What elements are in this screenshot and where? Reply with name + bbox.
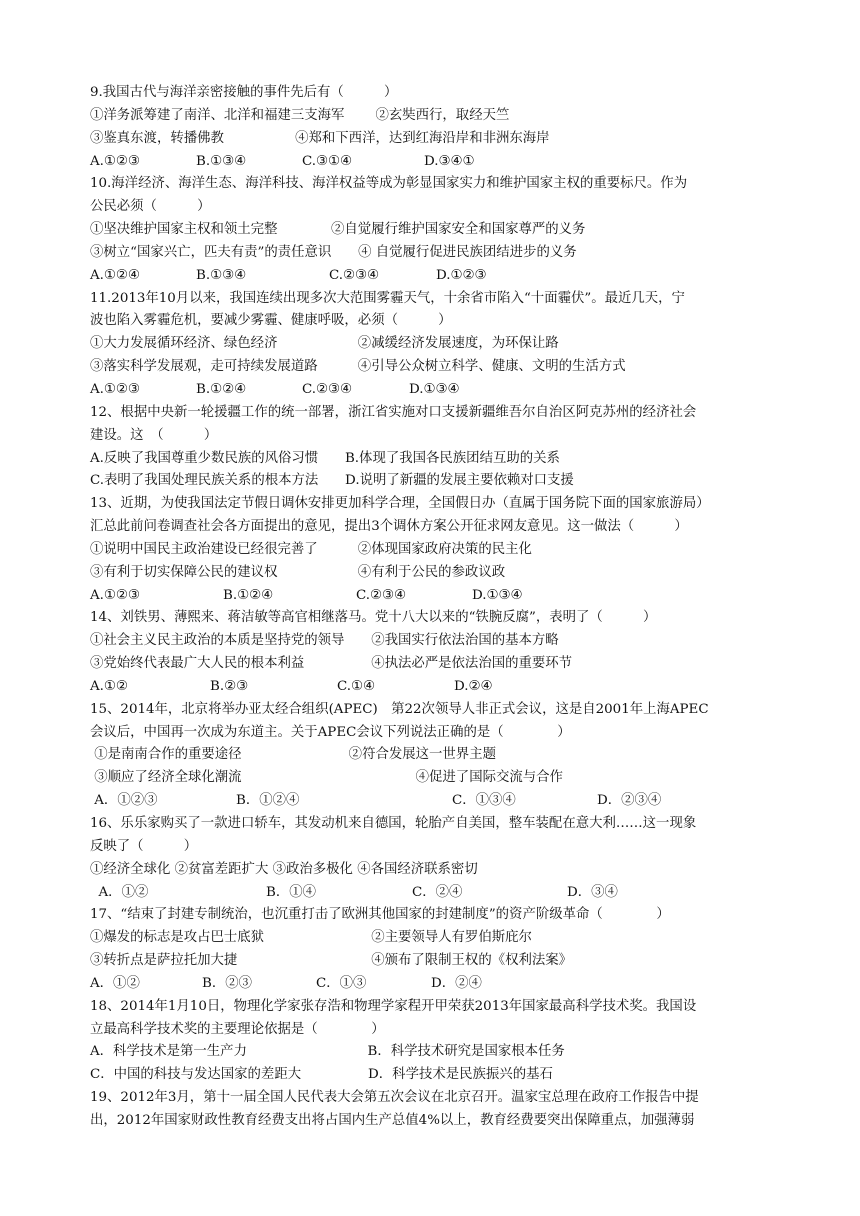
statement-line: ①坚决维护国家主权和领土完整 ②自觉履行维护国家安全和国家尊严的义务 [90,222,586,238]
question-stem: 会议后，中国再一次成为东道主。关于APEC会议下列说法正确的是（ ） [90,724,571,740]
answer-option[interactable]: A.①②③ [90,153,140,169]
question-block [90,1087,780,1133]
answer-option[interactable]: A．①② [90,975,140,991]
question-stem: 9.我国古代与海洋亲密接触的事件先后有（ ） [90,85,398,100]
question-stem: 17、“结束了封建专制统治，也沉重打击了欧洲其他国家的封建制度”的资产阶级革命（ ） [90,907,670,923]
statement-line: ①爆发的标志是攻占巴士底狱 ②主要领导人有罗伯斯庇尔 [90,930,532,946]
question-stem: 公民必须（ ） [90,199,211,215]
answer-options-row [90,151,780,174]
answer-options-row [90,585,780,608]
answer-option[interactable]: B.②③ [210,678,249,694]
answer-option[interactable]: B．②③ [202,975,253,991]
answer-options-row [90,265,780,288]
answer-option[interactable]: C.①④ [337,678,376,694]
answer-option[interactable]: C．①③④ [452,793,516,809]
answer-options-row [90,379,780,402]
question-block [90,402,780,493]
statement-line: ①大力发展循环经济、绿色经济 ②减缓经济发展速度，为环保让路 [90,336,559,352]
statement-line: ③树立“国家兴亡，匹夫有责”的责任意识 ④ 自觉履行促进民族团结进步的义务 [90,244,577,260]
answer-option[interactable]: A．①② [90,884,149,900]
statement-line: A.反映了我国尊重少数民族的风俗习惯 B.体现了我国各民族团结互助的关系 [90,450,560,466]
answer-option[interactable]: D.①③④ [409,381,460,397]
answer-option[interactable]: D.①②③ [436,267,487,283]
statement-line: ③顺应了经济全球化潮流 ④促进了国际交流与合作 [90,770,563,786]
answer-option[interactable]: D.①③④ [472,587,523,603]
exam-document [90,82,780,1133]
answer-option[interactable]: B.①②④ [196,381,247,397]
question-stem: 反映了（ ） [90,838,198,854]
question-stem: 15、2014年，北京将举办亚太经合组织(APEC) 第22次领导人非正式会议，这是自2001年上海APEC [90,701,709,717]
statement-line: A．科学技术是第一生产力 B．科学技术研究是国家根本任务 [90,1044,565,1060]
statement-line: ③党始终代表最广大人民的根本利益 ④执法必严是依法治国的重要环节 [90,656,573,672]
answer-option[interactable]: C.②③④ [302,381,353,397]
question-block [90,288,780,402]
answer-options-row [90,790,780,813]
answer-option[interactable]: C.③①④ [302,153,353,169]
answer-option[interactable]: B．①②④ [236,793,300,809]
question-block [90,607,780,698]
answer-option[interactable]: D.③④① [424,153,475,169]
answer-option[interactable]: D.②④ [454,678,493,694]
answer-option[interactable]: D．②③④ [597,793,662,809]
answer-options-row [90,882,780,905]
question-stem: 14、刘铁男、薄熙来、蒋洁敏等高官相继落马。党十八大以来的“铁腕反腐”，表明了（ ） [90,610,657,626]
answer-option[interactable]: C．②④ [412,884,463,900]
question-block [90,813,780,904]
question-stem: 立最高科学技术奖的主要理论依据是（ ） [90,1021,385,1037]
answer-option[interactable]: A.①②③ [90,587,140,603]
question-block [90,904,780,995]
answer-option[interactable]: D．③④ [567,884,618,900]
answer-option[interactable]: A.①② [90,678,128,694]
question-stem: 建设。这 （ ） [90,427,218,443]
answer-option[interactable]: B.①③④ [196,267,247,283]
question-block [90,493,780,607]
answer-options-row [90,676,780,699]
answer-option[interactable]: A.①②④ [90,267,140,283]
question-stem: 汇总此前问卷调查社会各方面提出的意见，提出3个调休方案公开征求网友意见。这一做法（ ） [90,519,688,535]
answer-option[interactable]: C.②③④ [329,267,380,283]
question-stem: 12、根据中央新一轮援疆工作的统一部署，浙江省实施对口支援新疆维吾尔自治区阿克苏州的经济社会 [90,404,697,420]
statement-line: ③落实科学发展观，走可持续发展道路 ④引导公众树立科学、健康、文明的生活方式 [90,359,626,375]
statement-line: ①经济全球化 ②贫富差距扩大 ③政治多极化 ④各国经济联系密切 [90,861,478,877]
answer-options-row [90,973,780,996]
statement-line: ①说明中国民主政治建设已经很完善了 ②体现国家政府决策的民主化 [90,541,532,557]
statement-line: ①社会主义民主政治的本质是坚持党的领导 ②我国实行依法治国的基本方略 [90,633,559,649]
question-stem: 16、乐乐家购买了一款进口轿车，其发动机来自德国，轮胎产自美国，整车装配在意大利……这一现象 [90,816,697,831]
answer-option[interactable]: C.②③④ [356,587,407,603]
answer-option[interactable]: B．①④ [266,884,317,900]
statement-line: ①是南南合作的重要途径 ②符合发展这一世界主题 [90,747,496,763]
answer-option[interactable]: B.①③④ [196,153,247,169]
question-block [90,996,780,1087]
statement-line: ③鉴真东渡，转播佛教 ④郑和下西洋，达到红海沿岸和非洲东海岸 [90,130,550,146]
answer-option[interactable]: B.①②④ [223,587,274,603]
question-block [90,173,780,287]
statement-line: ③转折点是萨拉托加大捷 ④颁布了限制王权的《权利法案》 [90,953,573,969]
statement-line: C．中国的科技与发达国家的差距大 D．科学技术是民族振兴的基石 [90,1067,553,1083]
question-stem: 10.海洋经济、海洋生态、海洋科技、海洋权益等成为彰显国家实力和维护国家主权的重要标尺。作为 [90,176,688,192]
answer-option[interactable]: A．①②③ [90,793,158,809]
answer-option[interactable]: A.①②③ [90,381,140,397]
statement-line: ①洋务派筹建了南洋、北洋和福建三支海军 ②玄奘西行，取经天竺 [90,107,510,123]
answer-option[interactable]: C．①③ [316,975,367,991]
question-block [90,699,780,813]
answer-option[interactable]: D．②④ [431,975,482,991]
question-stem: 19、2012年3月，第十一届全国人民代表大会第五次会议在北京召开。温家宝总理在政府工作报告中提 [90,1090,699,1106]
question-block [90,82,780,173]
question-stem: 13、近期，为使我国法定节假日调休安排更加科学合理，全国假日办（直属于国务院下面的国家旅游局） [90,496,710,512]
statement-line: ③有利于切实保障公民的建议权 ④有利于公民的参政议政 [90,564,506,580]
statement-line: C.表明了我国处理民族关系的根本方法 D.说明了新疆的发展主要依赖对口支援 [90,473,574,489]
question-stem: 波也陷入雾霾危机，要减少雾霾、健康呼吸，必须（ ） [90,313,452,329]
question-stem: 18、2014年1月10日，物理化学家张存浩和物理学家程开甲荣获2013年国家最高科学技术奖。我国设 [90,998,697,1014]
question-stem: 出，2012年国家财政性教育经费支出将占国内生产总值4%以上，教育经费要突出保障重点，加强薄弱 [90,1112,695,1128]
question-stem: 11.2013年10月以来，我国连续出现多次大范围雾霾天气，十余省市陷入“十面霾伏”。最近几天，宁 [90,290,685,306]
